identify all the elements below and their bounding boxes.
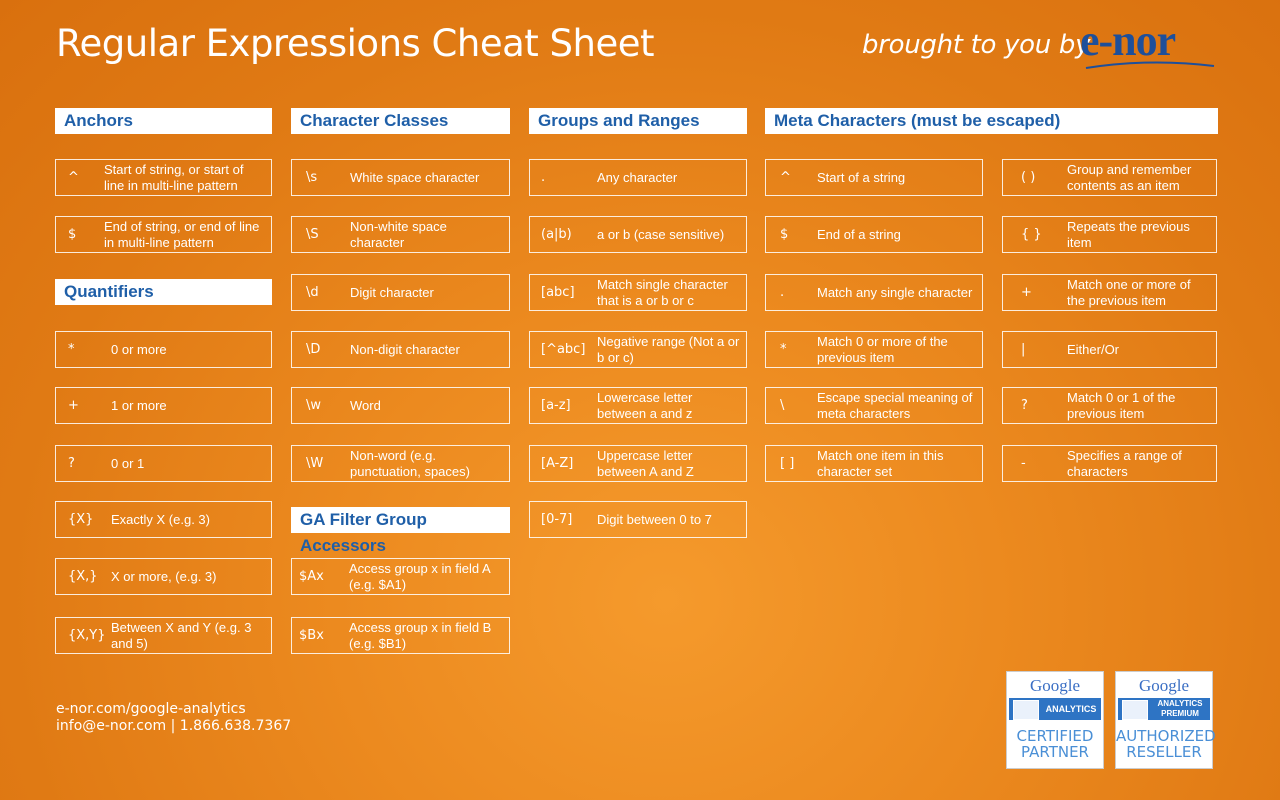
entry-description: X or more, (e.g. 3) bbox=[111, 568, 217, 584]
groups-ranges-header: Groups and Ranges bbox=[529, 108, 747, 134]
entry-description: Digit character bbox=[350, 284, 434, 300]
badge-label bbox=[1007, 728, 1103, 760]
cheat-entry bbox=[55, 445, 272, 482]
cheat-entry bbox=[529, 445, 747, 482]
entry-symbol: * bbox=[68, 341, 75, 357]
cheat-entry bbox=[55, 387, 272, 424]
entry-symbol: \S bbox=[306, 226, 319, 242]
cheat-entry bbox=[1002, 274, 1217, 311]
entry-symbol: [ ] bbox=[780, 455, 795, 471]
footer-url[interactable]: e-nor.com/google-analytics bbox=[56, 701, 246, 717]
entry-description: 0 or more bbox=[111, 341, 167, 357]
cheat-entry bbox=[1002, 445, 1217, 482]
entry-description: Non-digit character bbox=[350, 341, 460, 357]
cheat-entry bbox=[55, 558, 272, 595]
entry-symbol: \D bbox=[306, 341, 321, 357]
entry-symbol: \w bbox=[306, 397, 322, 413]
entry-description: Match one or more of the previous item bbox=[1067, 276, 1191, 308]
cheat-entry bbox=[291, 216, 510, 253]
cheat-entry bbox=[55, 159, 272, 196]
entry-symbol: + bbox=[68, 397, 79, 413]
entry-symbol: . bbox=[541, 169, 546, 185]
entry-description: Match 0 or more of the previous item bbox=[817, 333, 948, 365]
entry-description: Uppercase letter between A and Z bbox=[597, 447, 694, 479]
cheat-entry bbox=[765, 387, 983, 424]
entry-description: Start of a string bbox=[817, 169, 906, 185]
entry-description: Match one item in this character set bbox=[817, 447, 944, 479]
cheat-entry bbox=[529, 331, 747, 368]
entry-description: Lowercase letter between a and z bbox=[597, 389, 693, 421]
entry-description: Escape special meaning of meta characters bbox=[817, 389, 973, 421]
entry-symbol: (a|b) bbox=[541, 226, 572, 242]
cheat-entry bbox=[765, 331, 983, 368]
entry-symbol: \ bbox=[780, 397, 785, 413]
badge-line1: CERTIFIED bbox=[1016, 727, 1094, 745]
cheat-entry bbox=[765, 274, 983, 311]
entry-description: 0 or 1 bbox=[111, 455, 145, 471]
entry-symbol: . bbox=[780, 284, 785, 300]
cheat-entry bbox=[291, 274, 510, 311]
entry-description: Access group x in field B (e.g. $B1) bbox=[349, 619, 492, 651]
entry-description: Either/Or bbox=[1067, 341, 1120, 357]
entry-symbol: [A-Z] bbox=[541, 455, 574, 471]
cheat-entry bbox=[765, 216, 983, 253]
authorized-reseller-badge[interactable] bbox=[1115, 671, 1216, 769]
entry-description: Between X and Y (e.g. 3 and 5) bbox=[111, 619, 252, 651]
entry-symbol: $ bbox=[780, 226, 789, 242]
badge-line2: PARTNER bbox=[1021, 743, 1089, 761]
cheat-entry bbox=[291, 445, 510, 482]
entry-symbol: [a-z] bbox=[541, 397, 571, 413]
entry-symbol: ^ bbox=[780, 169, 791, 185]
analytics-chart-icon bbox=[1122, 700, 1148, 720]
cheat-entry bbox=[1002, 331, 1217, 368]
entry-description: Non-word (e.g. punctuation, spaces) bbox=[350, 447, 470, 479]
certified-partner-badge[interactable] bbox=[1006, 671, 1104, 769]
cheat-entry bbox=[55, 617, 272, 654]
entry-symbol: $Bx bbox=[299, 627, 324, 643]
character-classes-header: Character Classes bbox=[291, 108, 510, 134]
entry-description: a or b (case sensitive) bbox=[597, 226, 725, 242]
entry-symbol: \W bbox=[306, 455, 324, 471]
cheat-entry bbox=[55, 501, 272, 538]
entry-description: Word bbox=[350, 397, 381, 413]
brought-by-text: brought to you by bbox=[862, 30, 1091, 60]
google-logo: Google bbox=[1029, 676, 1081, 695]
cheat-entry bbox=[291, 558, 510, 595]
entry-description: White space character bbox=[350, 169, 480, 185]
entry-description: Repeats the previous item bbox=[1067, 218, 1190, 250]
entry-description: Match 0 or 1 of the previous item bbox=[1067, 389, 1176, 421]
entry-description: End of a string bbox=[817, 226, 901, 242]
badge-bar-text: ANALYTICS bbox=[1045, 704, 1097, 714]
google-logo: Google bbox=[1138, 676, 1190, 695]
cheat-entry bbox=[55, 331, 272, 368]
logo-swoosh-icon bbox=[1084, 60, 1216, 70]
logo-text: e-nor bbox=[1080, 16, 1176, 65]
entry-symbol: ( ) bbox=[1021, 169, 1036, 185]
cheat-entry bbox=[765, 445, 983, 482]
cheat-entry bbox=[1002, 387, 1217, 424]
footer-contact: info@e-nor.com | 1.866.638.7367 bbox=[56, 718, 292, 734]
entry-symbol: - bbox=[1021, 455, 1026, 471]
badge-bar-line2: PREMIUM bbox=[1161, 709, 1199, 718]
entry-symbol: $ bbox=[68, 226, 77, 242]
cheat-entry bbox=[529, 501, 747, 538]
entry-symbol: | bbox=[1021, 341, 1026, 357]
entry-symbol: [0-7] bbox=[541, 511, 573, 527]
cheat-entry bbox=[291, 617, 510, 654]
entry-description: Digit between 0 to 7 bbox=[597, 511, 712, 527]
badge-line2: RESELLER bbox=[1126, 743, 1202, 761]
entry-description: Non-white space character bbox=[350, 218, 447, 250]
entry-symbol: {X} bbox=[68, 511, 94, 527]
entry-description: Specifies a range of characters bbox=[1067, 447, 1182, 479]
cheat-entry bbox=[529, 274, 747, 311]
entry-description: Any character bbox=[597, 169, 678, 185]
entry-symbol: [^abc] bbox=[541, 341, 586, 357]
badge-bar-line1: ANALYTICS bbox=[1157, 699, 1203, 708]
entry-symbol: \s bbox=[306, 169, 318, 185]
entry-symbol: ^ bbox=[68, 169, 79, 185]
cheat-entry bbox=[529, 159, 747, 196]
entry-description: End of string, or end of line in multi-line pattern bbox=[104, 218, 260, 250]
cheat-entry bbox=[291, 387, 510, 424]
meta-characters-header: Meta Characters (must be escaped) bbox=[765, 108, 1218, 134]
entry-symbol: * bbox=[780, 341, 787, 357]
quantifiers-header: Quantifiers bbox=[55, 279, 272, 305]
entry-description: Group and remember contents as an item bbox=[1067, 161, 1192, 193]
entry-description: Access group x in field A (e.g. $A1) bbox=[349, 560, 490, 592]
entry-description: Negative range (Not a or b or c) bbox=[597, 333, 740, 365]
entry-symbol: $Ax bbox=[299, 568, 324, 584]
entry-symbol: {X,} bbox=[68, 568, 98, 584]
cheat-entry bbox=[765, 159, 983, 196]
cheat-entry bbox=[291, 331, 510, 368]
entry-description: Start of string, or start of line in multi-line pattern bbox=[104, 161, 244, 193]
analytics-chart-icon bbox=[1013, 700, 1039, 720]
page-title: Regular Expressions Cheat Sheet bbox=[56, 22, 655, 65]
entry-symbol: [abc] bbox=[541, 284, 575, 300]
entry-symbol: ? bbox=[1021, 397, 1028, 413]
cheat-entry bbox=[55, 216, 272, 253]
entry-symbol: {X,Y} bbox=[68, 627, 106, 643]
cheat-entry bbox=[529, 387, 747, 424]
badge-bar-text bbox=[1150, 699, 1210, 721]
entry-symbol: \d bbox=[306, 284, 319, 300]
entry-description: Exactly X (e.g. 3) bbox=[111, 511, 210, 527]
anchors-header: Anchors bbox=[55, 108, 272, 134]
entry-symbol: + bbox=[1021, 284, 1032, 300]
cheat-entry bbox=[1002, 216, 1217, 253]
entry-symbol: ? bbox=[68, 455, 75, 471]
cheat-entry bbox=[1002, 159, 1217, 196]
badge-label bbox=[1116, 727, 1216, 761]
entry-symbol: { } bbox=[1021, 226, 1042, 242]
entry-description: Match any single character bbox=[817, 284, 973, 300]
cheat-entry bbox=[529, 216, 747, 253]
badge-line1: AUTHORIZED bbox=[1116, 727, 1216, 745]
cheat-entry bbox=[291, 159, 510, 196]
ga-filter-header: GA Filter Group Accessors bbox=[291, 507, 510, 533]
entry-description: 1 or more bbox=[111, 397, 167, 413]
footer bbox=[56, 701, 291, 735]
enor-logo[interactable] bbox=[1080, 18, 1220, 72]
entry-description: Match single character that is a or b or c bbox=[597, 276, 728, 308]
